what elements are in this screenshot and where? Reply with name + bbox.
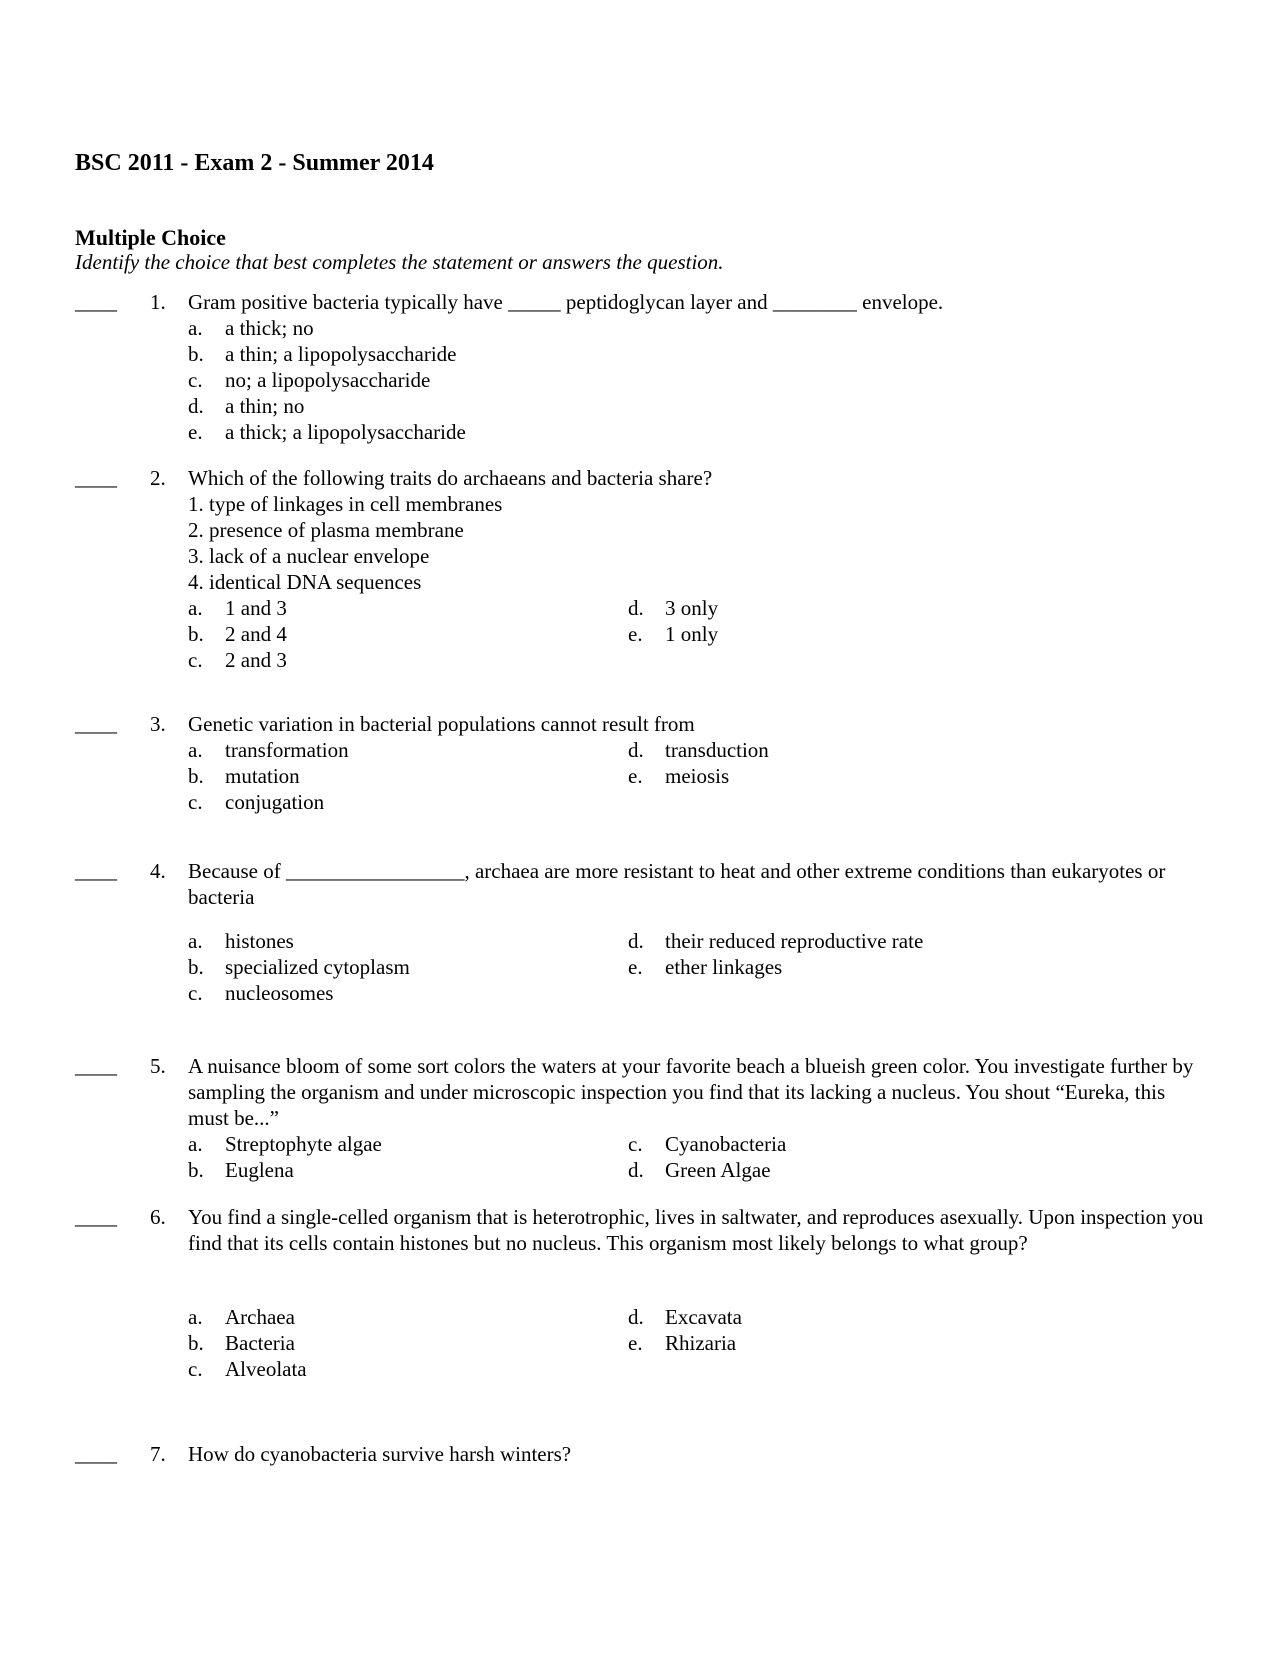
option-text: ether linkages [665, 955, 783, 979]
option-text: 2 and 3 [225, 648, 287, 672]
option-text: meiosis [665, 764, 730, 788]
option-letter: c. [188, 368, 203, 392]
option-text: Alveolata [225, 1357, 307, 1381]
option-text: 1 and 3 [225, 596, 287, 620]
answer-blank: ____ [75, 1442, 117, 1466]
option-letter: b. [188, 955, 204, 979]
question-stem: Which of the following traits do archaeans and bacteria share? [188, 466, 713, 490]
answer-blank: ____ [75, 859, 117, 883]
question-stem: You find a single-celled organism that is heterotrophic, lives in saltwater, and reproduces asexually. Upon inspection you find that its cells contain histones but no nucleus. This organism most likely belongs to what group? [188, 1205, 1204, 1255]
option-text: 2 and 4 [225, 622, 287, 646]
option-text: Excavata [665, 1305, 742, 1329]
option-text: their reduced reproductive rate [665, 929, 924, 953]
option-text: transformation [225, 738, 349, 762]
option-letter: c. [628, 1132, 643, 1156]
option-letter: b. [188, 622, 204, 646]
option-letter: a. [188, 929, 203, 953]
option-letter: d. [628, 1305, 644, 1329]
option-letter: e. [188, 420, 203, 444]
statement-item: 3. lack of a nuclear envelope [188, 544, 430, 568]
option-letter: b. [188, 1158, 204, 1182]
instructions: Identify the choice that best completes the statement or answers the question. [75, 250, 724, 274]
option-letter: b. [188, 1331, 204, 1355]
option-text: Rhizaria [665, 1331, 737, 1355]
option-text: Bacteria [225, 1331, 295, 1355]
answer-blank: ____ [75, 1054, 117, 1078]
option-text: histones [225, 929, 294, 953]
exam-title: BSC 2011 - Exam 2 - Summer 2014 [75, 150, 434, 176]
answer-blank: ____ [75, 1205, 117, 1229]
question-number: 5. [150, 1054, 166, 1078]
statement-item: 2. presence of plasma membrane [188, 518, 464, 542]
option-letter: a. [188, 1132, 203, 1156]
option-text: a thick; no [225, 316, 314, 340]
answer-blank: ____ [75, 712, 117, 736]
option-letter: c. [188, 790, 203, 814]
option-text: nucleosomes [225, 981, 334, 1005]
question-stem: Gram positive bacteria typically have _____ peptidoglycan layer and ________ envelope. [188, 290, 944, 314]
option-letter: d. [628, 596, 644, 620]
answer-blank: ____ [75, 466, 117, 490]
option-text: conjugation [225, 790, 325, 814]
option-letter: d. [628, 1158, 644, 1182]
option-letter: b. [188, 342, 204, 366]
option-letter: a. [188, 738, 203, 762]
question-number: 4. [150, 859, 166, 883]
option-letter: d. [628, 738, 644, 762]
option-text: a thin; no [225, 394, 305, 418]
option-text: specialized cytoplasm [225, 955, 410, 979]
option-text: a thick; a lipopolysaccharide [225, 420, 466, 444]
option-letter: d. [628, 929, 644, 953]
answer-blank: ____ [75, 290, 117, 314]
question-number: 1. [150, 290, 166, 314]
option-letter: e. [628, 622, 643, 646]
question-stem: A nuisance bloom of some sort colors the waters at your favorite beach a blueish green color. You investigate further by sampling the organism and under microscopic inspection you find that its lacking a nucleus. You shout “Eureka, this must be...” [188, 1054, 1194, 1130]
question-number: 6. [150, 1205, 166, 1229]
option-text: transduction [665, 738, 769, 762]
option-text: Green Algae [665, 1158, 771, 1182]
option-letter: c. [188, 648, 203, 672]
option-text: mutation [225, 764, 300, 788]
option-text: Streptophyte algae [225, 1132, 382, 1156]
option-text: Euglena [225, 1158, 294, 1182]
question-stem: Because of _________________, archaea are more resistant to heat and other extreme conditions than eukaryotes or bacteria [188, 859, 1166, 909]
option-text: no; a lipopolysaccharide [225, 368, 431, 392]
option-text: 1 only [665, 622, 719, 646]
option-letter: a. [188, 316, 203, 340]
statement-item: 4. identical DNA sequences [188, 570, 422, 594]
question-number: 3. [150, 712, 166, 736]
option-text: Cyanobacteria [665, 1132, 787, 1156]
option-letter: e. [628, 764, 643, 788]
question-stem: Genetic variation in bacterial populations cannot result from [188, 712, 695, 736]
option-letter: e. [628, 1331, 643, 1355]
question-number: 2. [150, 466, 166, 490]
option-letter: d. [188, 394, 204, 418]
option-letter: a. [188, 596, 203, 620]
option-letter: b. [188, 764, 204, 788]
option-letter: c. [188, 1357, 203, 1381]
option-letter: e. [628, 955, 643, 979]
question-number: 7. [150, 1442, 166, 1466]
statement-item: 1. type of linkages in cell membranes [188, 492, 503, 516]
option-text: Archaea [225, 1305, 295, 1329]
option-letter: c. [188, 981, 203, 1005]
section-heading: Multiple Choice [75, 225, 226, 250]
option-letter: a. [188, 1305, 203, 1329]
option-text: 3 only [665, 596, 719, 620]
option-text: a thin; a lipopolysaccharide [225, 342, 457, 366]
question-stem: How do cyanobacteria survive harsh winters? [188, 1442, 572, 1466]
